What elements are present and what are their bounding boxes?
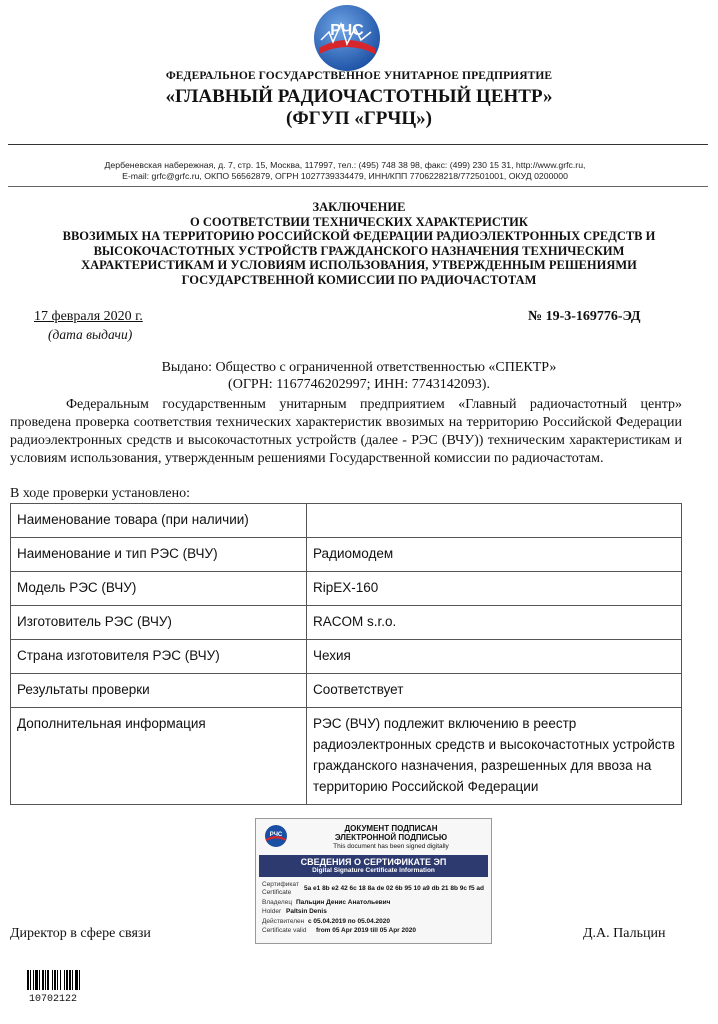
row-label: Результаты проверки <box>11 674 307 708</box>
cert-value: 5a e1 8b e2 42 6c 18 8a de 02 6b 95 10 a9 db 21 8b 9c f5 ad <box>304 885 484 892</box>
table-row <box>11 606 682 640</box>
table-row <box>11 674 682 708</box>
signer-name: Д.А. Пальцин <box>583 926 666 941</box>
logo-text: РЧС <box>330 22 364 39</box>
row-value: RipEX-160 <box>307 572 682 606</box>
table-row <box>11 640 682 674</box>
stamp-logo <box>264 824 288 848</box>
title-line: ВВОЗИМЫХ НА ТЕРРИТОРИЮ РОССИЙСКОЙ ФЕДЕРАЦИИ РАДИОЭЛЕКТРОННЫХ СРЕДСТВ И <box>62 229 656 243</box>
digital-signature-stamp <box>255 818 492 944</box>
stamp-subtitle: This document has been signed digitally <box>333 843 449 850</box>
title-line: ЗАКЛЮЧЕНИЕ <box>312 200 406 214</box>
grfc-logo <box>311 2 383 74</box>
body-intro: В ходе проверки установлено: <box>10 486 190 501</box>
owner-value: Пальцин Денис Анатольевич <box>296 899 391 906</box>
title-line: ГОСУДАРСТВЕННОЙ КОМИССИИ ПО РАДИОЧАСТОТАМ <box>181 272 537 287</box>
row-value: Чехия <box>307 640 682 674</box>
row-label: Изготовитель РЭС (ВЧУ) <box>11 606 307 640</box>
owner-label: Владелец <box>262 899 293 906</box>
document-number: № 19-3-169776-ЭД <box>528 309 641 324</box>
row-label: Страна изготовителя РЭС (ВЧУ) <box>11 640 307 674</box>
org-line-3: (ФГУП «ГРЧЦ») <box>286 108 432 129</box>
signer-position: Директор в сфере связи <box>10 926 151 941</box>
valid-en-value: from 05 Apr 2019 till 05 Apr 2020 <box>316 927 416 934</box>
table-row <box>11 538 682 572</box>
title-line: ВЫСОКОЧАСТОТНЫХ УСТРОЙСТВ ГРАЖДАНСКОГО НАЗНАЧЕНИЯ ТЕХНИЧЕСКИМ <box>93 243 625 258</box>
stamp-logo-text: РЧС <box>269 832 283 838</box>
issue-date-caption: (дата выдачи) <box>48 327 133 342</box>
stamp-title-2: ЭЛЕКТРОННОЙ ПОДПИСЬЮ <box>334 833 448 842</box>
cert-label-en: Certificate <box>262 889 292 896</box>
stamp-title-1: ДОКУМЕНТ ПОДПИСАН <box>344 824 438 833</box>
valid-ru-label: Действителен <box>262 918 305 925</box>
issued-to: Выдано: Общество с ограниченной ответственностью «СПЕКТР» <box>161 360 557 375</box>
barcode-icon <box>27 970 87 990</box>
row-value: Радиомодем <box>307 538 682 572</box>
row-value <box>307 504 682 538</box>
document-title <box>0 200 718 287</box>
holder-label: Holder <box>262 908 282 915</box>
address-rule <box>8 186 708 187</box>
row-label: Модель РЭС (ВЧУ) <box>11 572 307 606</box>
title-line: ХАРАКТЕРИСТИКАМ И УСЛОВИЯМ ИСПОЛЬЗОВАНИЯ, УТВЕРЖДЕННЫМ РЕШЕНИЯМИ <box>81 258 637 272</box>
table-row <box>11 504 682 538</box>
stamp-band-subtitle: Digital Signature Certificate Information <box>312 867 435 874</box>
issued-to-ids: (ОГРН: 1167746202997; ИНН: 7743142093). <box>228 377 490 392</box>
title-line: О СООТВЕТСТВИИ ТЕХНИЧЕСКИХ ХАРАКТЕРИСТИК <box>190 214 528 229</box>
stamp-band-title: СВЕДЕНИЯ О СЕРТИФИКАТЕ ЭП <box>300 857 447 867</box>
results-table <box>10 503 682 805</box>
table-row <box>11 572 682 606</box>
barcode-number: 10702122 <box>29 994 78 1005</box>
row-value: РЭС (ВЧУ) подлежит включению в реестр радиоэлектронных средств и высокочастотных устройств гражданского назначения, разрешенных для ввоза на территорию Российской Федерации <box>307 708 682 805</box>
cert-label: Сертификат <box>262 881 299 888</box>
valid-en-label: Certificate valid <box>262 927 307 934</box>
stamp-band <box>259 855 488 877</box>
org-line-2: «ГЛАВНЫЙ РАДИОЧАСТОТНЫЙ ЦЕНТР» <box>165 86 553 107</box>
address-line-2: E-mail: grfc@grfc.ru, ОКПО 56562879, ОГРН 1027739334479, ИНН/КПП 7706228218/772501001, ОКУД 0200000 <box>122 171 568 181</box>
org-line-1: ФЕДЕРАЛЬНОЕ ГОСУДАРСТВЕННОЕ УНИТАРНОЕ ПРЕДПРИЯТИЕ <box>165 70 553 82</box>
valid-ru-value: с 05.04.2019 по 05.04.2020 <box>308 918 390 925</box>
row-label: Наименование и тип РЭС (ВЧУ) <box>11 538 307 572</box>
row-label: Дополнительная информация <box>11 708 307 805</box>
header-rule <box>8 144 708 145</box>
row-value: RACOM s.r.o. <box>307 606 682 640</box>
row-value: Соответствует <box>307 674 682 708</box>
issue-date: 17 февраля 2020 г. <box>34 309 143 324</box>
row-label: Наименование товара (при наличии) <box>11 504 307 538</box>
holder-value: Paltsin Denis <box>286 908 327 915</box>
body-paragraph: Федеральным государственным унитарным предприятием «Главный радиочастотный центр» проведена проверка соответствия технических характеристик ввозимых на территорию Российской Федерации радиоэлектронных средств и высокочастотных устройств (далее - РЭС (ВЧУ)) техническим характеристикам и условиям использования, утвержденным решениями Государственной комиссии по радиочастотам. <box>10 397 682 466</box>
table-row <box>11 708 682 805</box>
address-line-1: Дербеневская набережная, д. 7, стр. 15, Москва, 117997, тел.: (495) 748 38 98, факс: (499) 230 15 31, http://www.grfc.ru, <box>104 160 586 170</box>
